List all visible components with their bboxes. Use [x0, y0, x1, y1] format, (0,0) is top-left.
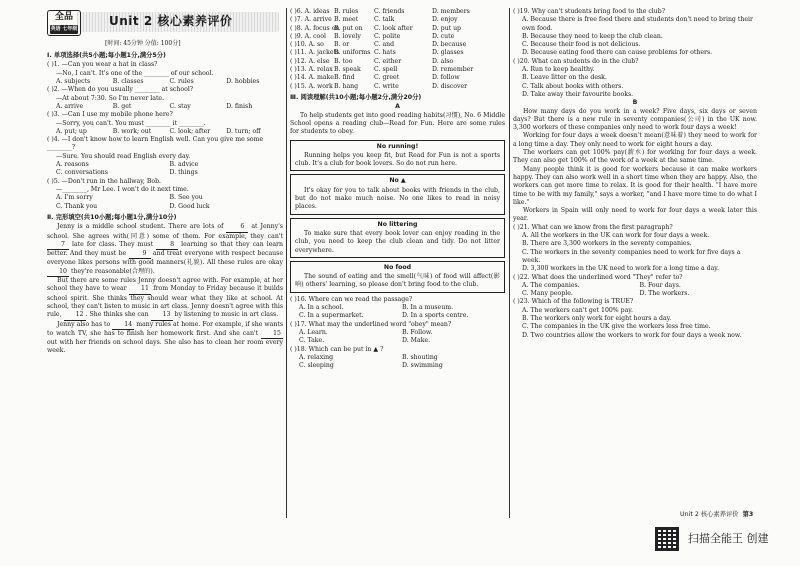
badge-subtext: 英语 七年级: [50, 26, 78, 32]
option[interactable]: A. The companies.: [522, 281, 580, 289]
options: [47, 103, 283, 111]
option[interactable]: D. In a sports centre.: [402, 312, 469, 320]
passage-b-paragraph: Many people think it is good for workers because it can make workers happy. They can also work well in a short time when they are happy. Also, the workers can get more time to relax. It is good for their health. "I have more time to be with my family," says a worker, "and I have more time to do what I like.": [513, 165, 757, 206]
cloze-paragraph-2: [47, 277, 283, 320]
cloze-option[interactable]: B. or: [334, 41, 350, 49]
option[interactable]: A. put; up: [56, 127, 87, 135]
cloze-option[interactable]: D. remember: [432, 66, 474, 74]
option[interactable]: D. swimming: [402, 362, 443, 370]
option[interactable]: D. turn; off: [226, 127, 261, 135]
option[interactable]: C. sleeping: [299, 362, 334, 370]
question-4: [47, 136, 283, 177]
rule-heading: No ▲: [389, 177, 406, 185]
cloze-question-option[interactable]: ( )7. A. arrive: [290, 16, 332, 24]
option[interactable]: C. Take.: [299, 337, 325, 345]
question-stem: ( )5. —Don't run in the hallway, Bob.: [47, 177, 162, 185]
cloze-option[interactable]: B. speak: [334, 66, 361, 74]
footer-label: Unit 2 核心素养评价: [680, 511, 739, 518]
cloze-option[interactable]: D. cute: [432, 32, 455, 40]
blank-8[interactable]: 8: [156, 241, 178, 250]
cloze-option[interactable]: D. members: [432, 8, 470, 15]
option[interactable]: A. arrive: [56, 102, 84, 110]
rule-heading: No running!: [376, 142, 419, 150]
option[interactable]: C. rules: [169, 78, 194, 86]
cloze-option[interactable]: C. friends: [374, 8, 405, 15]
column-right: [513, 8, 757, 340]
column-left: [47, 8, 283, 356]
text: But there are some rules Jenny doesn't agree with. For example, at her school they have to wear: [47, 277, 283, 293]
cloze-option[interactable]: C. look after: [374, 24, 413, 32]
option[interactable]: D. Take away their favourite books.: [522, 90, 634, 98]
rule-text: It's okay for you to talk about books with friends in the club, but do not make much noise. No one likes to read in noisy places.: [295, 186, 500, 211]
rule-heading: No littering: [377, 220, 418, 228]
section-3-title: Ⅲ. 阅读理解(共10小题;每小题2分,满分20分): [290, 93, 422, 101]
blank-11[interactable]: 11: [129, 285, 151, 294]
option[interactable]: C. stay: [169, 102, 191, 110]
text: . She thinks she can: [85, 311, 149, 319]
blank-13[interactable]: 13: [151, 311, 173, 320]
question-stem: ( )21. What can we know from the first paragraph?: [513, 223, 673, 231]
cloze-option[interactable]: B. hang: [334, 82, 359, 90]
option[interactable]: C. The workers in the seventy companies need to work for five days a week.: [522, 248, 741, 264]
blank-15[interactable]: 15: [261, 330, 283, 339]
text: and treat everyone with respect because everyone likes persons with good manners(礼貌). All these rules are okay: [47, 250, 283, 267]
cloze-question-option[interactable]: ( )15. A. work: [290, 82, 333, 90]
cloze-question-option[interactable]: ( )6. A. ideas: [290, 8, 330, 15]
option[interactable]: B. Follow.: [402, 328, 433, 336]
question-23: [513, 298, 757, 339]
option[interactable]: D. Make.: [402, 337, 431, 345]
cloze-option[interactable]: B. put on: [334, 24, 363, 32]
column-middle: [290, 8, 505, 370]
text: many rules at home. For example, if she wants to watch TV, she has to finish her homework first. And she can't: [47, 320, 283, 337]
blank-6[interactable]: 6: [226, 223, 248, 232]
question-stem: ( )3. —Can I use my mobile phone here?: [47, 111, 173, 119]
option[interactable]: C. In a supermarket.: [299, 312, 364, 320]
question-stem: ( )17. What may the underlined word "obey" mean?: [290, 320, 452, 328]
option[interactable]: B. See you: [169, 194, 203, 202]
text: they're reasonable(合理的).: [70, 267, 155, 275]
cloze-option[interactable]: D. because: [432, 41, 467, 49]
rule-text: The sound of eating and the smell(气味) of food will affect(影响) others' learning, so please don't bring food to the club.: [295, 273, 500, 289]
option[interactable]: C. Talk about books with others.: [522, 82, 624, 90]
option[interactable]: A. The workers can't get 100% pay.: [522, 306, 633, 314]
cloze-question-option[interactable]: ( )14. A. make: [290, 74, 334, 82]
cloze-question-option[interactable]: ( )10. A. so: [290, 41, 324, 49]
option[interactable]: C. Thank you: [56, 202, 98, 210]
option[interactable]: A. Because there is free food there and students don't need to bring their own food.: [522, 16, 753, 32]
header: [47, 8, 283, 40]
options: [47, 128, 283, 136]
question-stem: ( )22. What does the underlined word "They" refer to?: [513, 273, 683, 281]
cloze-question-option[interactable]: ( )9. A. cool: [290, 32, 326, 40]
option[interactable]: D. 3,300 workers in the UK need to work for a long time a day.: [522, 265, 719, 273]
option[interactable]: B. Leave litter on the desk.: [522, 74, 607, 82]
column-divider: [286, 8, 287, 518]
option[interactable]: D. hobbies: [226, 78, 260, 86]
page-number: 第3: [742, 511, 754, 518]
passage-b-paragraph: Workers in Spain will only need to work for four days a week later this year.: [513, 207, 757, 223]
passage-b-paragraph: Working for four days a week doesn't mean(意味着) they need to work for a long time a day. They only need to work for eight hours a day.: [513, 132, 757, 148]
question-20: [513, 58, 757, 99]
options: [290, 304, 505, 321]
cloze-option[interactable]: B. too: [334, 57, 353, 65]
blank-9[interactable]: 9: [129, 250, 151, 259]
question-stem: ( )4. —I don't know how to learn English well. Can you give me some ________?: [47, 136, 264, 152]
question-line: —No, I can't. It's one of the ________ of our school.: [56, 69, 214, 77]
cloze-option[interactable]: C. and: [374, 41, 395, 49]
option[interactable]: D. finish: [226, 102, 253, 110]
cloze-option[interactable]: D. enjoy: [432, 16, 458, 24]
options: [513, 282, 757, 299]
rule-box-noise: [290, 174, 505, 214]
cloze-option[interactable]: C. hats: [374, 49, 396, 57]
option[interactable]: D. things: [169, 169, 198, 177]
option[interactable]: A. In a school.: [299, 304, 344, 312]
column-divider: [509, 8, 510, 518]
option[interactable]: B. advice: [169, 161, 199, 169]
question-stem: ( )2. —When do you usually ________ at school?: [47, 86, 194, 94]
section-2-title: Ⅱ. 完形填空(共10小题;每小题1分,满分10分): [47, 213, 177, 221]
option[interactable]: B. In a museum.: [402, 304, 454, 312]
option[interactable]: B. work; out: [112, 127, 152, 135]
cloze-question-option[interactable]: ( )8. A. focus on: [290, 24, 340, 32]
option[interactable]: B. shouting: [402, 353, 438, 361]
blank-14[interactable]: 14: [112, 321, 134, 330]
text: Jenny also has to: [57, 320, 111, 328]
text: by listening to music in art class.: [174, 311, 279, 319]
question-3: [47, 111, 283, 136]
cloze-option[interactable]: D. put up: [432, 24, 462, 32]
options: [47, 161, 283, 178]
option[interactable]: B. The workers only work for eight hours a day.: [522, 314, 672, 322]
cloze-option[interactable]: C. polite: [374, 32, 401, 40]
question-18: [290, 346, 505, 371]
passage-a-label: A: [395, 103, 400, 111]
option[interactable]: B. get: [112, 102, 132, 110]
option[interactable]: D. The workers.: [639, 290, 690, 298]
question-2: [47, 86, 283, 111]
cloze-option[interactable]: D. discover: [432, 82, 468, 90]
rule-box-littering: [290, 218, 505, 258]
text: late for class. They must: [72, 240, 154, 248]
option[interactable]: B. classes: [112, 78, 144, 86]
rule-text: To make sure that every book lover can enjoy reading in the club, you need to keep the club clean and tidy. Do not litter everywhere.: [295, 229, 500, 254]
question-line: —Sorry, you can't. You must ________ it ________.: [56, 119, 206, 127]
option[interactable]: A. reasons: [56, 161, 89, 169]
option[interactable]: C. look; after: [169, 127, 211, 135]
cloze-option[interactable]: D. glasses: [432, 49, 464, 57]
question-stem: ( )20. What can students do in the club?: [513, 57, 639, 65]
question-line: —At about 7:30. So I'm never late.: [56, 94, 165, 102]
option[interactable]: A. subjects: [56, 78, 91, 86]
options: [290, 354, 505, 371]
question-line: —________, Mr Lee. I won't do it next time.: [56, 185, 189, 193]
cloze-question-option[interactable]: ( )13. A. relax: [290, 66, 333, 74]
question-5: [47, 178, 283, 211]
brand-badge: [47, 10, 81, 36]
question-22: [513, 274, 757, 299]
rule-heading: No food: [383, 263, 412, 271]
blank-7[interactable]: 7: [47, 241, 69, 250]
qr-code-icon: [655, 527, 679, 551]
option[interactable]: B. There are 3,300 workers in the seventy companies.: [522, 240, 692, 248]
cloze-option[interactable]: B. meet: [334, 16, 359, 24]
passage-b-paragraph: How many days do you work in a week? Five days, six days or seven days? But there is a new rule in seventy companies(公司) in the UK now. 3,300 workers of these companies only need to work four days a week!: [513, 107, 757, 132]
option[interactable]: A. All the workers in the UK can work for four days a week.: [522, 232, 710, 240]
cloze-option[interactable]: C. greet: [374, 74, 400, 82]
text: learning so that they can learn better. And they must be: [47, 240, 283, 258]
option[interactable]: A. I'm sorry: [56, 194, 93, 202]
option[interactable]: C. Many people.: [522, 290, 573, 298]
cloze-option[interactable]: C. write: [374, 82, 399, 90]
option[interactable]: B. Four days.: [639, 281, 681, 289]
option[interactable]: C. conversations: [56, 169, 108, 177]
option[interactable]: A. relaxing: [299, 353, 334, 361]
option[interactable]: C. Because their food is not delicious.: [522, 41, 641, 49]
blank-10[interactable]: 10: [47, 268, 69, 277]
blank-12[interactable]: 12: [64, 311, 86, 320]
cloze-options: [290, 8, 505, 91]
page-footer: [680, 511, 753, 519]
option[interactable]: A. Learn.: [299, 328, 328, 336]
passage-b-label: B: [632, 99, 638, 107]
cloze-option[interactable]: C. spell: [374, 66, 398, 74]
question-stem: ( )18. Which can be put in ▲ ?: [290, 345, 384, 353]
question-17: [290, 321, 505, 346]
passage-a-intro: To help students get into good reading habits(习惯), No. 6 Middle School opens a reading club—Read for Fun. Here are some rules for students to obey.: [290, 111, 505, 136]
cloze-option[interactable]: B. rules: [334, 8, 359, 15]
cloze-question-option[interactable]: ( )11. A. jackets: [290, 49, 340, 57]
cloze-option[interactable]: B. lovely: [334, 32, 361, 40]
question-21: [513, 224, 757, 274]
options: [290, 329, 505, 346]
cloze-paragraph-1: [47, 223, 283, 277]
cloze-option[interactable]: B. uniforms: [334, 49, 371, 57]
cloze-option[interactable]: C. either: [374, 57, 402, 65]
section-1-title: Ⅰ. 单项选择(共5小题;每小题1分,满分5分): [47, 52, 166, 60]
question-1: [47, 61, 283, 86]
cloze-paragraph-3: [47, 321, 283, 356]
option[interactable]: D. Good luck: [169, 202, 210, 210]
option[interactable]: D. Because eating food there can cause problems for others.: [522, 49, 713, 57]
time-score-meta: [时间: 45分钟 分值: 100分]: [105, 40, 181, 47]
option[interactable]: A. Run to keep healthy.: [522, 66, 595, 74]
options: [47, 78, 283, 86]
text: from Monday to Friday because it builds school spirit. She thinks they should wear what they like at school. At school, they can't listen to music in art class. Jenny doesn't agree with this rule,: [47, 285, 283, 319]
cloze-question-option[interactable]: ( )12. A. else: [290, 57, 330, 65]
question-19: [513, 8, 757, 58]
rule-box-running: [290, 140, 505, 172]
cloze-option[interactable]: D. follow: [432, 74, 460, 82]
cloze-option[interactable]: C. talk: [374, 16, 395, 24]
option[interactable]: D. Two countries allow the workers to work for four days a week now.: [522, 331, 742, 339]
cloze-option[interactable]: D. also: [432, 57, 454, 65]
text: at Jenny's school. She agrees with(同意) some of them. For example, they can't: [47, 223, 283, 240]
option[interactable]: C. The companies in the UK give the workers less free time.: [522, 323, 711, 331]
rule-box-food: [290, 261, 505, 293]
cloze-option[interactable]: B. find: [334, 74, 355, 82]
scanner-watermark: 扫描全能王 创建: [688, 532, 769, 545]
rule-text: Running helps you keep fit, but Read for Fun is not a sports club. It's a club for book lovers. So do not run here.: [295, 151, 500, 168]
question-16: [290, 296, 505, 321]
question-stem: ( )16. Where can we read the passage?: [290, 295, 413, 303]
text: Jenny is a middle school student. There are lots of: [57, 223, 224, 231]
passage-b-paragraph: The workers can get 100% pay(薪水) for working for four days a week. They can also get 100% of the work of a week at the same time.: [513, 149, 757, 165]
badge-text: 全品: [54, 12, 73, 22]
text: out with her friends on school days. She also has to clean her room every week.: [47, 339, 283, 355]
page-title: Unit 2 核心素养评价: [109, 14, 233, 28]
option[interactable]: B. Because they need to keep the club clean.: [522, 32, 663, 40]
question-stem: ( )23. Which of the following is TRUE?: [513, 298, 634, 306]
question-line: —Sure. You should read English every day.: [56, 152, 191, 160]
question-stem: ( )19. Why can't students bring food to the club?: [513, 8, 666, 15]
question-stem: ( )1. —Can you wear a hat in class?: [47, 61, 158, 69]
options: [47, 194, 283, 211]
